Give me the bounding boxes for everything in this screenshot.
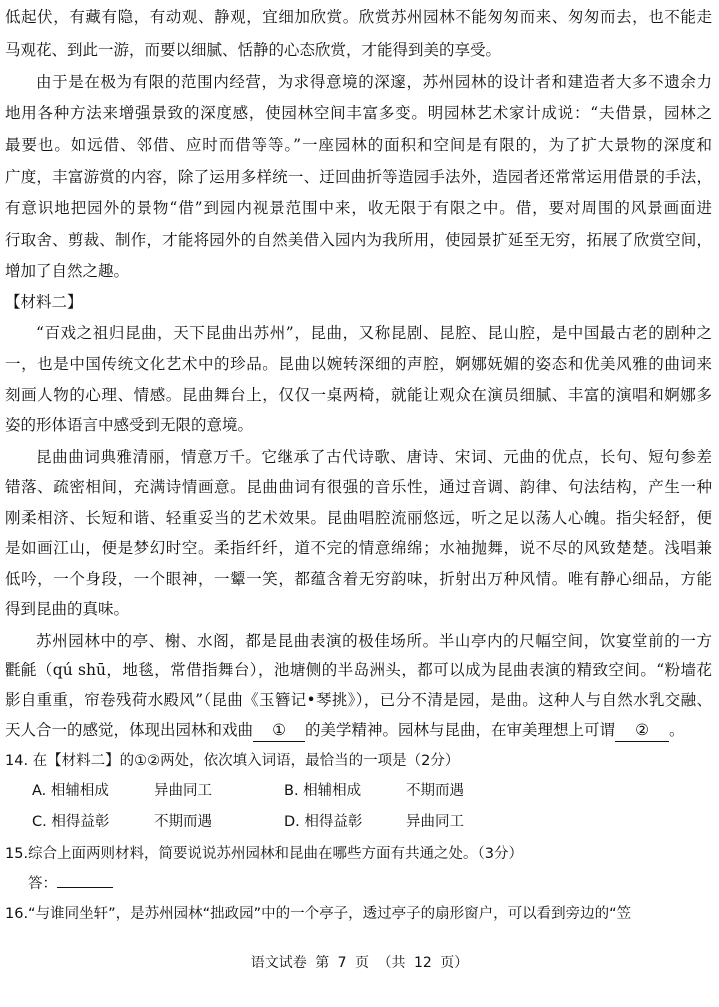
q14-option-b — [284, 777, 361, 805]
q14-option-a-word1: 相辅相成 — [50, 783, 109, 799]
material1-line-8: 行取舍、剪裁、制作，才能将园外的自然美借入园内为我所用，使园景扩延至无穷，拓展了欣赏空间， — [5, 231, 712, 249]
q14-option-d-letter: D. — [284, 814, 300, 830]
material2-line-6: 错落、疏密相间，充满诗情画意。昆曲曲词有很强的音乐性，通过音调、韵律、句法结构，产生一种 — [5, 478, 712, 496]
material1-line-9: 增加了自然之趣。 — [5, 262, 130, 280]
q14-option-c-word1: 相得益彰 — [51, 814, 110, 830]
q14-option-b-word2: 不期而遇 — [406, 783, 464, 799]
fill-blank-2: ② — [615, 719, 669, 742]
material1-line-6: 广度，丰富游赏的内容，除了运用多样统一、迂回曲折等造园手法外，造园者还常常运用借景的手法， — [5, 168, 712, 186]
footer-subject: 语文试卷 — [250, 955, 307, 971]
q14-option-d-word2: 异曲同工 — [406, 814, 464, 830]
q16-stem: 16.“与谁同坐轩”，是苏州园林“拙政园”中的一个亭子，透过亭子的扇形窗户，可以看到旁边的“笠 — [5, 906, 632, 922]
material2-line-10: 得到昆曲的真味。 — [5, 600, 130, 618]
material1-line-5: 最要也。如远借、邻借、应时而借等等。”一座园林的面积和空间是有限的，为了扩大景物的深度和 — [5, 136, 712, 154]
material2-line-11: 苏州园林中的亭、榭、水阁，都是昆曲表演的极佳场所。半山亭内的尺幅空间，饮宴堂前的一方 — [36, 632, 712, 650]
material1-line-4: 地用各种方法来增强景致的深度感，使园林空间丰富多变。明园林艺术家计成说：“夫借景，园林之 — [5, 104, 712, 122]
q14-option-c-word2: 不期而遇 — [154, 814, 212, 830]
material1-line-1: 低起伏，有藏有隐，有动观、静观，宜细加欣赏。欣赏苏州园林不能匆匆而来、匆匆而去，也不能走 — [5, 8, 712, 26]
q14-option-c — [32, 808, 109, 836]
material2-heading: 【材料二】 — [5, 293, 83, 311]
material2-line-2: 一，也是中国传统文化艺术中的珍品。昆曲以婉转深细的声腔，婀娜妩媚的姿态和优美风雅的曲词来 — [5, 355, 712, 373]
q15-stem: 15.综合上面两则材料，简要说说苏州园林和昆曲在哪些方面有共通之处。（3分） — [5, 846, 524, 862]
q15-answer-blank[interactable] — [57, 887, 113, 888]
material2-line-7: 刚柔相济、长短和谐、轻重妥当的艺术效果。昆曲唱腔流丽悠远，听之足以荡人心魄。指尖轻舒，便 — [5, 509, 712, 527]
material1-line-7: 有意识地把园外的景物“借”到园内视景范围中来，收无限于有限之中。借，要对周围的风景画面进 — [5, 199, 712, 217]
q14-option-b-word1: 相辅相成 — [303, 783, 362, 799]
q14-option-d — [284, 808, 362, 836]
material2-line-14 — [0, 716, 719, 745]
material1-line-2: 马观花、到此一游，而要以细腻、恬静的心态欣赏，才能得到美的享受。 — [5, 41, 502, 59]
material2-line-4: 姿的形体语言中感受到无限的意境。 — [5, 416, 254, 434]
q14-option-b-letter: B. — [284, 783, 299, 799]
material2-line-1: “百戏之祖归昆曲，天下昆曲出苏州”，昆曲，又称昆剧、昆腔、昆山腔，是中国最古老的剧种之 — [36, 324, 712, 342]
material2-line-14-middle: 的美学精神。园林与昆曲，在审美理想上可谓 — [305, 721, 616, 739]
material2-line-3: 刻画人物的心理、情感。昆曲舞台上，仅仅一桌两椅，就能让观众在演员细腻、丰富的演唱和婀娜多 — [5, 386, 712, 404]
footer-total-pages: （共 12 页） — [377, 955, 469, 971]
material2-line-12: 氍毹（qú shū，地毯，常借指舞台），池塘侧的半岛洲头，都可以成为昆曲表演的精致空间。“粉墙花 — [5, 661, 712, 679]
page-footer — [0, 951, 719, 975]
q15-answer-label: 答： — [28, 876, 57, 892]
material2-line-14-prefix: 天人合一的感觉，体现出园林和戏曲 — [5, 721, 254, 739]
fill-blank-1: ① — [253, 719, 305, 742]
material2-line-14-end: 。 — [669, 721, 685, 739]
q14-option-d-word1: 相得益彰 — [304, 814, 363, 830]
material1-line-3: 由于是在极为有限的范围内经营，为求得意境的深邃，苏州园林的设计者和建造者大多不遗余力 — [36, 73, 712, 91]
material2-line-9: 低吟，一个身段，一个眼神，一颦一笑，都蕴含着无穷韵味，折射出万种风情。唯有静心细品，方能 — [5, 570, 712, 588]
q14-option-c-letter: C. — [32, 814, 47, 830]
q14-option-a-word2: 异曲同工 — [154, 783, 212, 799]
material2-line-5: 昆曲曲词典雅清丽，情意万千。它继承了古代诗歌、唐诗、宋词、元曲的优点，长句、短句参差 — [36, 448, 712, 466]
q15-answer-line — [28, 870, 113, 898]
q14-option-a — [32, 777, 109, 805]
q14-option-a-letter: A. — [32, 783, 47, 799]
material2-line-13: 影自重重，帘卷残荷水殿风”（昆曲《玉簪记•琴挑》），已分不清是园，是曲。这种人与自然水乳交融、 — [5, 691, 712, 709]
q14-stem: 14. 在【材料二】的①②两处，依次填入词语，最恰当的一项是（2分） — [5, 753, 460, 769]
material2-line-8: 是如画江山，便是梦幻时空。柔指纤纤，道不完的情意绵绵；水袖抛舞，说不尽的风致楚楚。浅唱兼 — [5, 539, 712, 557]
footer-page-number: 第 7 页 — [315, 955, 370, 971]
